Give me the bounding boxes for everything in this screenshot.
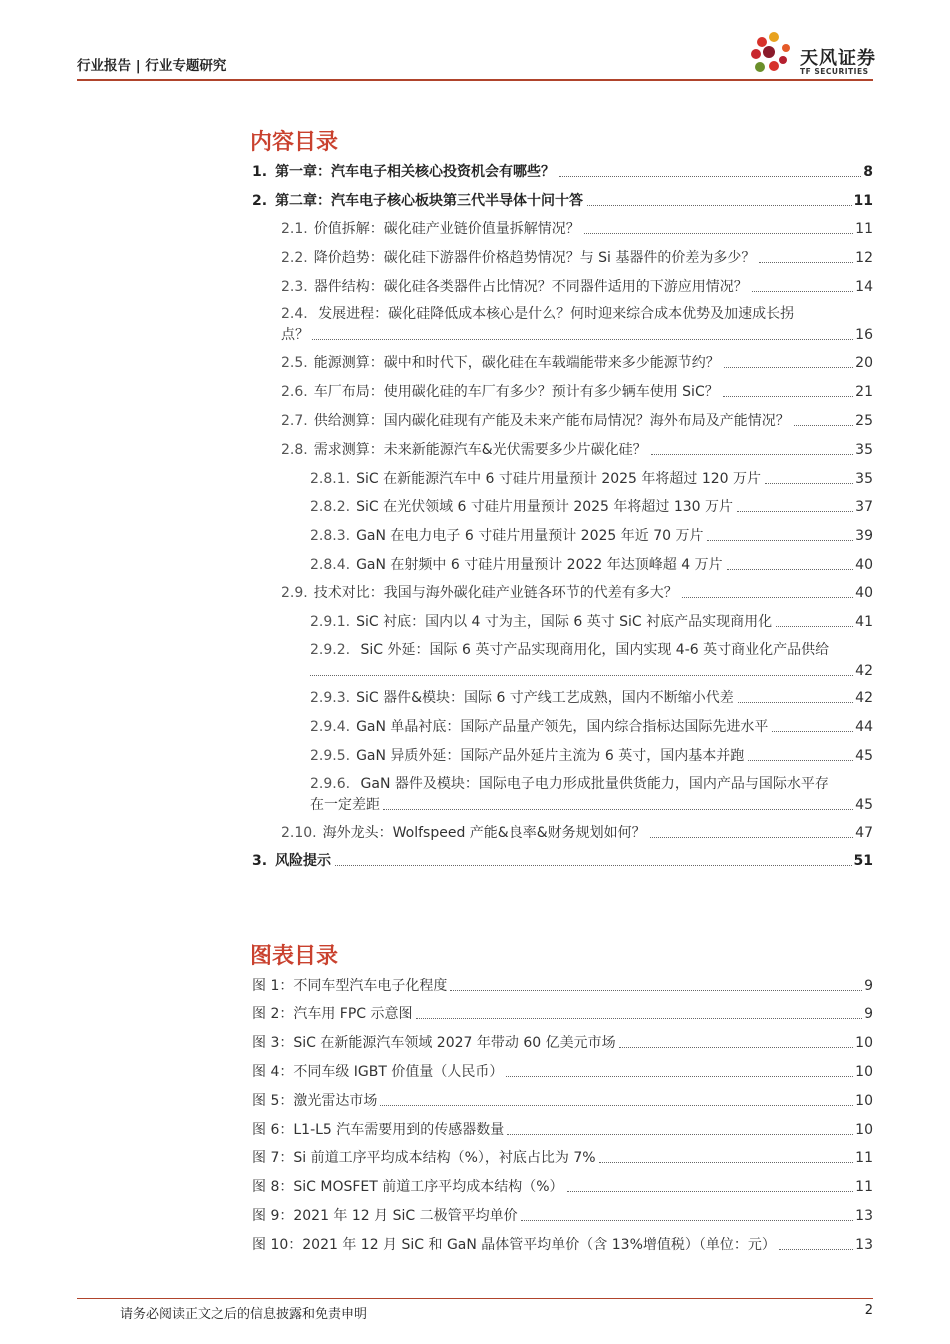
toc-item[interactable]: 2.8.1. SiC 在新能源汽车中 6 寸硅片用量预计 2025 年将超过 120 万片 35 [310,471,873,487]
toc-item[interactable]: 2.8. 需求测算：未来新能源汽车&光伏需要多少片碳化硅？ 35 [281,442,873,458]
toc-item[interactable]: 2.2. 降价趋势：碳化硅下游器件价格趋势情况？与 Si 基器件的价差为多少？ 12 [281,250,873,266]
figure-list-title: 图表目录 [250,944,339,969]
figure-item[interactable]: 图 7：Si 前道工序平均成本结构（%），衬底占比为 7% 11 [252,1150,873,1166]
logo-subtitle: TF SECURITIES [800,67,869,76]
report-header: 行业报告 | 行业专题研究 [77,58,227,74]
figure-item[interactable]: 图 2：汽车用 FPC 示意图 9 [252,1006,873,1022]
toc-item[interactable]: 2.1. 价值拆解：碳化硅产业链价值量拆解情况？ 11 [281,221,873,237]
toc-item[interactable]: 2.8.3. GaN 在电力电子 6 寸硅片用量预计 2025 年近 70 万片 39 [310,528,873,544]
toc-item[interactable]: 2.3. 器件结构：碳化硅各类器件占比情况？不同器件适用的下游应用情况？ 14 [281,279,873,295]
toc-item[interactable]: 2.5. 能源测算：碳中和时代下，碳化硅在车载端能带来多少能源节约？ 20 [281,355,873,371]
toc-item[interactable]: 2. 第二章：汽车电子核心板块第三代半导体十问十答 11 [252,193,873,209]
figure-item[interactable]: 图 1：不同车型汽车电子化程度 9 [252,978,873,994]
toc-item[interactable]: 2.10. 海外龙头：Wolfspeed 产能&良率&财务规划如何？ 47 [281,825,873,841]
toc-item[interactable]: 2.9. 技术对比：我国与海外碳化硅产业链各环节的代差有多大？ 40 [281,585,873,601]
toc-item[interactable]: 2.9.2. SiC 外延：国际 6 英寸产品实现商用化，国内实现 4-6 英寸商业化产品供给 42 [310,642,873,679]
toc-item[interactable]: 1. 第一章：汽车电子相关核心投资机会有哪些？ 8 [252,164,873,180]
figure-item[interactable]: 图 8：SiC MOSFET 前道工序平均成本结构（%） 11 [252,1179,873,1195]
toc-item[interactable]: 2.9.6. GaN 器件及模块：国际电子电力形成批量供货能力，国内产品与国际水平存 在一定差距 45 [310,776,873,813]
toc-item[interactable]: 2.9.1. SiC 衬底：国内以 4 寸为主，国际 6 英寸 SiC 衬底产品实现商用化 41 [310,614,873,630]
toc-item[interactable]: 2.7. 供给测算：国内碳化硅现有产能及未来产能布局情况？海外布局及产能情况？ 25 [281,413,873,429]
toc-title: 内容目录 [250,130,339,155]
toc-item[interactable]: 2.9.3. SiC 器件&模块：国际 6 寸产线工艺成熟，国内不断缩小代差 42 [310,690,873,706]
toc-item[interactable]: 2.9.5. GaN 异质外延：国际产品外延片主流为 6 英寸，国内基本并跑 45 [310,748,873,764]
toc-item[interactable]: 2.8.4. GaN 在射频中 6 寸硅片用量预计 2022 年达顶峰超 4 万片 40 [310,557,873,573]
figure-item[interactable]: 图 9：2021 年 12 月 SiC 二极管平均单价 13 [252,1208,873,1224]
footer-disclaimer: 请务必阅读正文之后的信息披露和免责申明 [120,1307,368,1322]
footer-rule [77,1298,873,1299]
figure-item[interactable]: 图 5：激光雷达市场 10 [252,1093,873,1109]
figure-item[interactable]: 图 6：L1-L5 汽车需要用到的传感器数量 10 [252,1122,873,1138]
logo-name: 天风证券 [800,48,876,69]
toc-item[interactable]: 3. 风险提示 51 [252,853,873,869]
toc-item[interactable]: 2.8.2. SiC 在光伏领域 6 寸硅片用量预计 2025 年将超过 130 万片 37 [310,499,873,515]
figure-item[interactable]: 图 10：2021 年 12 月 SiC 和 GaN 晶体管平均单价（含 13%增值税）（单位：元） 13 [252,1237,873,1253]
toc-item[interactable]: 2.4. 发展进程：碳化硅降低成本核心是什么？何时迎来综合成本优势及加速成长拐 点？ 16 [281,306,873,343]
page-number: 2 [864,1303,873,1318]
figure-item[interactable]: 图 3：SiC 在新能源汽车领域 2027 年带动 60 亿美元市场 10 [252,1035,873,1051]
figure-item[interactable]: 图 4：不同车级 IGBT 价值量（人民币） 10 [252,1064,873,1080]
toc-item[interactable]: 2.9.4. GaN 单晶衬底：国际产品量产领先，国内综合指标达国际先进水平 44 [310,719,873,735]
toc-item[interactable]: 2.6. 车厂布局：使用碳化硅的车厂有多少？预计有多少辆车使用 SiC？ 21 [281,384,873,400]
